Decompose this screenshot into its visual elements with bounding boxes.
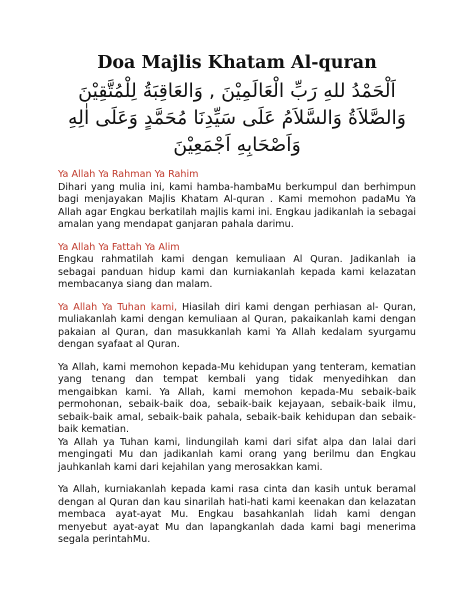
arabic-line: وَالصَّلاَةُ وَالسَّلاَمُ عَلَى سَيِّدِنَا مُحَمَّدٍ وَعَلَى اٰلِهِ	[67, 107, 406, 129]
section-tuhan-kami	[58, 302, 416, 352]
arabic-line: وَاَصْحَابِهِ اَجْمَعِيْنَ	[173, 134, 301, 156]
section-lead-heading: Ya Allah Ya Tuhan kami,	[58, 301, 178, 313]
section-lead-text: Hiasilah diri kami dengan perhiasan al- Quran, muliakanlah kami dengan kemuliaan al Quran, pakaikanlah kami dengan pakaian al Quran, dan masukkanlah kami Ya Allah kedalam syurgamu dengan syafaat al Quran.	[58, 301, 416, 350]
section-heading: Ya Allah Ya Fattah Ya Alim	[58, 241, 180, 253]
section-fattah-alim	[58, 242, 416, 292]
section-cinta-quran	[58, 484, 416, 547]
section-rahman-rahim	[58, 169, 416, 232]
document-title: Doa Majlis Khatam Al-quran	[97, 53, 377, 73]
section-paragraph: Ya Allah, kurniakanlah kepada kami rasa cinta dan kasih untuk beramal dengan al Quran dan kau sinarilah hati-hati kami keenakan dan kelazatan membaca ayat-ayat Mu. Engkau basahkanlah lidah kami dengan menyebut ayat-ayat Mu dan lapangkanlah dada kami bagi menerima segala perintahMu.	[58, 484, 416, 545]
section-paragraph: Ya Allah ya Tuhan kami, lindungilah kami dari sifat alpa dan lalai dari mengingati Mu dan jadikanlah kami orang yang berilmu dan Engkau jauhkanlah kami dari kejahilan yang merosakkan kami.	[58, 436, 416, 473]
section-paragraph	[58, 302, 416, 352]
section-paragraph: Engkau rahmatilah kami dengan kemuliaan Al Quran. Jadikanlah ia sebagai panduan hidup kami dan kurniakanlah kepada kami kelazatan membacanya siang dan malam.	[58, 254, 416, 290]
section-paragraph: Dihari yang mulia ini, kami hamba-hambaMu berkumpul dan berhimpun bagi menjayakan Majlis Khatam Al-quran . Kami memohon padaMu Ya Allah agar Engkau berkatilah majlis kami ini. Engkau jadikanlah ia sebagai amalan yang mendapat ganjaran pahala darimu.	[58, 181, 416, 230]
section-kehidupan	[58, 362, 416, 475]
arabic-opening-prayer	[58, 78, 416, 159]
section-paragraph: Ya Allah, kami memohon kepada-Mu kehidupan yang tenteram, kematian yang tenang dan tempat kembali yang tidak menyedihkan dan mengaibkan kami. Ya Allah, kami memohon kepada-Mu sebaik-baik permohonan, sebaik-baik doa, sebaik-baik kejayaan, sebaik-baik ilmu, sebaik-baik amal, sebaik-baik pahala, sebaik-baik kehidupan dan sebaik-baik kematian.	[58, 361, 416, 435]
arabic-line: اَلْحَمْدُ للهِ رَبِّ الْعَالَمِيْنَ , وَالعَاقِبَةُ لِلْمُتَّقِيْنَ	[78, 80, 396, 102]
section-heading: Ya Allah Ya Rahman Ya Rahim	[58, 169, 199, 180]
